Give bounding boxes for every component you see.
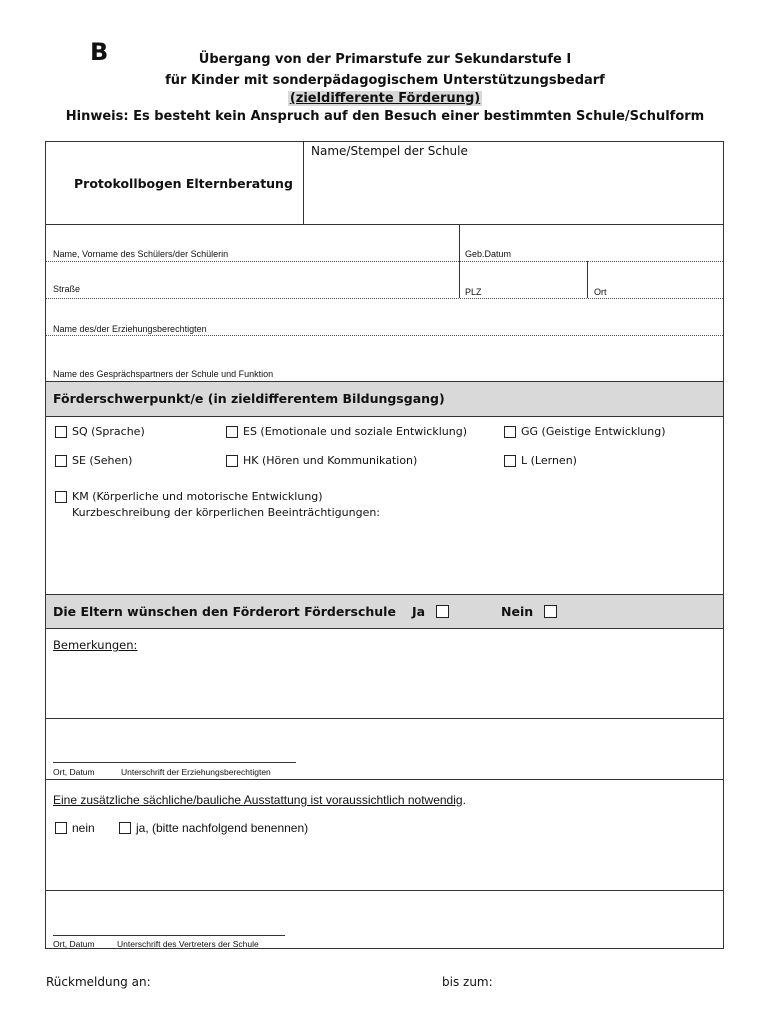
divider xyxy=(46,224,723,225)
option-gg-label: GG (Geistige Entwicklung) xyxy=(521,425,666,438)
yes-label: Ja xyxy=(412,604,426,619)
option-hk-label: HK (Hören und Kommunikation) xyxy=(243,454,418,467)
checkbox-no[interactable] xyxy=(544,605,557,618)
checkbox-hk[interactable] xyxy=(226,455,238,467)
school-signature-line xyxy=(53,935,285,936)
option-sq-label: SQ (Sprache) xyxy=(72,425,145,438)
title-line-2: für Kinder mit sonderpädagogischem Unterstützungsbedarf xyxy=(165,73,605,88)
checkbox-equipment-yes[interactable] xyxy=(119,822,131,834)
equipment-statement-row xyxy=(53,793,466,807)
street-label: Straße xyxy=(53,284,81,294)
city-label: Ort xyxy=(594,287,607,297)
divider xyxy=(46,594,723,595)
school-signature-label: Unterschrift des Vertreters der Schule xyxy=(117,939,259,949)
km-note: Kurzbeschreibung der körperlichen Beeinträchtigungen: xyxy=(72,506,381,519)
divider xyxy=(46,779,723,780)
checkbox-es[interactable] xyxy=(226,426,238,438)
divider xyxy=(46,335,723,336)
guardian-signature-label: Unterschrift der Erziehungsberechtigten xyxy=(121,767,271,777)
guardian-label: Name des/der Erziehungsberechtigten xyxy=(53,324,207,334)
divider xyxy=(46,416,723,417)
option-l-label: L (Lernen) xyxy=(521,454,577,467)
option-se-label: SE (Sehen) xyxy=(72,454,133,467)
form-frame xyxy=(45,141,724,949)
reply-to-label: Rückmeldung an: xyxy=(46,975,151,989)
guardian-signature-line xyxy=(53,762,296,763)
form-title: Protokollbogen Elternberatung xyxy=(74,176,293,191)
equipment-no-label: nein xyxy=(72,821,95,835)
checkbox-equipment-no[interactable] xyxy=(55,822,67,834)
title-line-3 xyxy=(0,91,770,106)
equipment-statement: Eine zusätzliche sächliche/bauliche Ausstattung ist voraussichtlich notwendig xyxy=(53,793,463,807)
checkbox-gg[interactable] xyxy=(504,426,516,438)
divider xyxy=(459,261,460,298)
equipment-yes-label: ja, (bitte nachfolgend benennen) xyxy=(136,821,309,835)
zip-label: PLZ xyxy=(465,287,482,297)
option-es-label: ES (Emotionale und soziale Entwicklung) xyxy=(243,425,468,438)
divider xyxy=(46,628,723,629)
notice-line: Hinweis: Es besteht kein Anspruch auf den Besuch einer bestimmten Schule/Schulform xyxy=(65,109,705,124)
divider xyxy=(587,261,588,298)
equipment-period: . xyxy=(462,793,466,807)
divider xyxy=(46,261,723,262)
divider xyxy=(46,381,723,382)
until-label: bis zum: xyxy=(442,975,493,989)
checkbox-yes[interactable] xyxy=(436,605,449,618)
divider xyxy=(459,224,460,261)
school-stamp-label: Name/Stempel der Schule xyxy=(311,144,468,158)
title-line-1: Übergang von der Primarstufe zur Sekundarstufe I xyxy=(198,52,572,67)
option-km-label: KM (Körperliche und motorische Entwicklung) xyxy=(72,490,323,503)
checkbox-l[interactable] xyxy=(504,455,516,467)
school-place-date: Ort, Datum xyxy=(53,939,95,949)
divider xyxy=(46,298,723,299)
no-label: Nein xyxy=(501,604,534,619)
student-name-label: Name, Vorname des Schülers/der Schülerin xyxy=(53,249,229,259)
parents-wish-question: Die Eltern wünschen den Förderort Förderschule xyxy=(53,604,396,619)
divider xyxy=(46,718,723,719)
divider xyxy=(303,142,304,224)
focus-heading: Förderschwerpunkt/e (in zieldifferentem Bildungsgang) xyxy=(53,391,445,406)
checkbox-se[interactable] xyxy=(55,455,67,467)
school-contact-label: Name des Gesprächspartners der Schule und Funktion xyxy=(53,369,274,379)
checkbox-km[interactable] xyxy=(55,491,67,503)
birthdate-label: Geb.Datum xyxy=(465,249,512,259)
checkbox-sq[interactable] xyxy=(55,426,67,438)
remarks-label: Bemerkungen: xyxy=(53,638,138,652)
form-letter: B xyxy=(90,38,109,66)
divider xyxy=(46,890,723,891)
guardian-place-date: Ort, Datum xyxy=(53,767,95,777)
title-line-3-text: (zieldifferente Förderung) xyxy=(289,91,481,106)
